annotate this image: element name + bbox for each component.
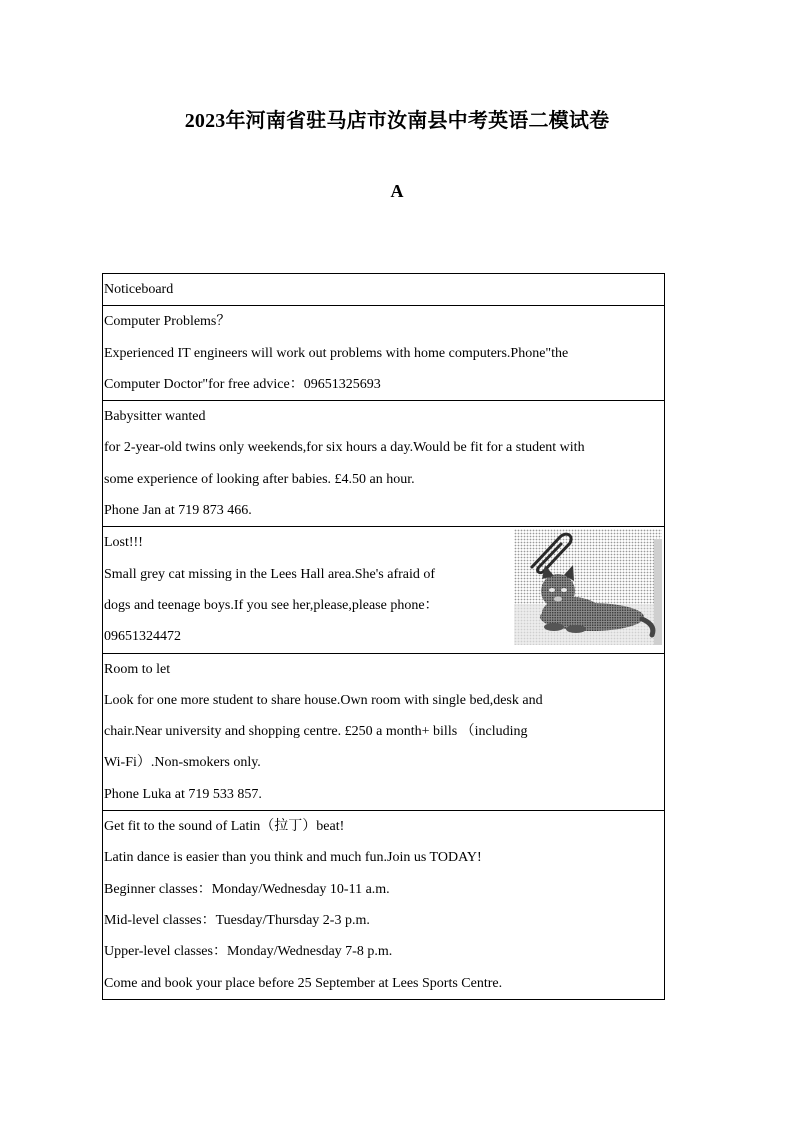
- cat-photo: [514, 529, 662, 645]
- lost-cat-notice: [103, 527, 665, 653]
- notice-line: chair.Near university and shopping centre. £250 a month+ bills （including: [104, 724, 528, 740]
- noticeboard-heading: Noticeboard: [104, 282, 174, 297]
- notice-line: Computer Doctor"for free advice：09651325693: [104, 376, 381, 392]
- table-row: [103, 811, 665, 1000]
- notice-line: 09651324472: [104, 629, 181, 645]
- table-row: [103, 274, 665, 306]
- notice-line: Beginner classes：Monday/Wednesday 10-11 a.m.: [104, 881, 390, 897]
- section-heading: A: [390, 181, 404, 201]
- page-title: 2023年河南省驻马店市汝南县中考英语二模试卷: [184, 110, 610, 132]
- notice-line: Look for one more student to share house.Own room with single bed,desk and: [104, 692, 543, 708]
- notice-line: Upper-level classes：Monday/Wednesday 7-8 p.m.: [104, 944, 393, 960]
- babysitter-notice: [103, 401, 665, 527]
- computer-notice: [103, 306, 665, 401]
- notice-line: Phone Luka at 719 533 857.: [104, 786, 262, 802]
- table-row: [103, 653, 665, 810]
- notice-title: Get fit to the sound of Latin（拉丁）beat!: [104, 819, 345, 835]
- latin-dance-notice: [103, 811, 665, 1000]
- notice-line: Wi-Fi）.Non-smokers only.: [104, 755, 261, 771]
- notice-title: Room to let: [104, 661, 171, 677]
- notice-line: Mid-level classes：Tuesday/Thursday 2-3 p.m.: [104, 912, 370, 928]
- notice-line: Small grey cat missing in the Lees Hall area.She's afraid of: [104, 566, 436, 582]
- notice-title: Computer Problems？: [104, 314, 231, 330]
- notice-line: some experience of looking after babies. £4.50 an hour.: [104, 471, 415, 487]
- table-row: [103, 527, 665, 653]
- room-notice: [103, 653, 665, 810]
- noticeboard-heading-cell: [103, 274, 665, 306]
- notice-title: Babysitter wanted: [104, 409, 206, 425]
- noticeboard-table: [102, 273, 665, 1000]
- notice-line: Come and book your place before 25 September at Lees Sports Centre.: [104, 975, 503, 991]
- notice-line: dogs and teenage boys.If you see her,please,please phone：: [104, 597, 439, 613]
- notice-title: Lost!!!: [104, 535, 143, 551]
- notice-line: Experienced IT engineers will work out problems with home computers.Phone"the: [104, 345, 569, 361]
- table-row: [103, 401, 665, 527]
- notice-line: Latin dance is easier than you think and much fun.Join us TODAY!: [104, 850, 482, 866]
- notice-line: for 2-year-old twins only weekends,for six hours a day.Would be fit for a student with: [104, 440, 585, 456]
- notice-line: Phone Jan at 719 873 466.: [104, 503, 252, 519]
- table-row: [103, 306, 665, 401]
